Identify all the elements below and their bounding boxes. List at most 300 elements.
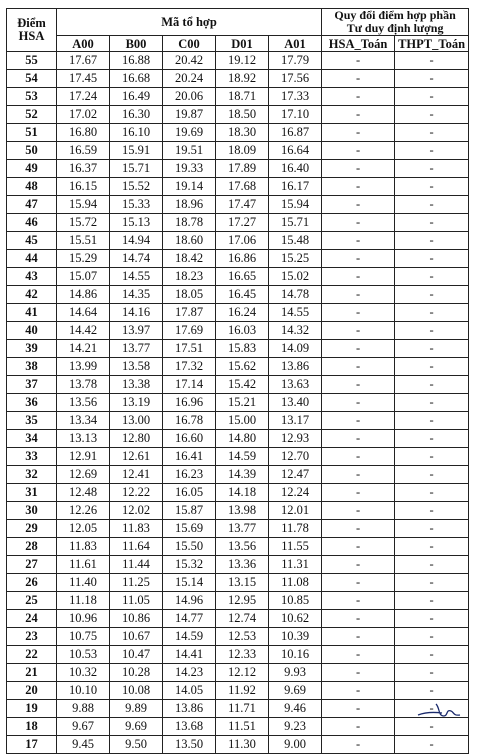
cell-thpt: - (395, 286, 469, 304)
cell-d01: 17.06 (216, 232, 269, 250)
cell-a01: 16.40 (269, 160, 322, 178)
col-b00-header: B00 (110, 36, 163, 52)
cell-b00: 12.02 (110, 502, 163, 520)
cell-b00: 12.61 (110, 448, 163, 466)
cell-d01: 16.65 (216, 268, 269, 286)
cell-hsa: - (322, 178, 395, 196)
cell-a00: 13.13 (57, 430, 110, 448)
cell-a01: 13.17 (269, 412, 322, 430)
cell-a00: 11.61 (57, 556, 110, 574)
cell-b00: 11.25 (110, 574, 163, 592)
cell-diem: 22 (7, 646, 57, 664)
table-row (7, 340, 469, 358)
cell-a01: 9.23 (269, 718, 322, 736)
cell-a01: 9.93 (269, 664, 322, 682)
diem-hsa-header: Điểm HSA (7, 9, 57, 52)
cell-c00: 15.87 (163, 502, 216, 520)
cell-a01: 15.48 (269, 232, 322, 250)
cell-a01: 11.78 (269, 520, 322, 538)
cell-b00: 10.47 (110, 646, 163, 664)
cell-a00: 12.91 (57, 448, 110, 466)
cell-d01: 15.62 (216, 358, 269, 376)
cell-diem: 35 (7, 412, 57, 430)
cell-diem: 52 (7, 106, 57, 124)
cell-c00: 14.77 (163, 610, 216, 628)
cell-b00: 9.89 (110, 700, 163, 718)
cell-diem: 41 (7, 304, 57, 322)
table-row (7, 628, 469, 646)
table-row (7, 466, 469, 484)
cell-a01: 16.17 (269, 178, 322, 196)
cell-thpt: - (395, 322, 469, 340)
cell-a01: 15.25 (269, 250, 322, 268)
cell-c00: 17.14 (163, 376, 216, 394)
col-a01-header: A01 (269, 36, 322, 52)
cell-thpt: - (395, 160, 469, 178)
cell-hsa: - (322, 736, 395, 754)
cell-a00: 13.56 (57, 394, 110, 412)
cell-d01: 14.39 (216, 466, 269, 484)
table-row (7, 646, 469, 664)
table-row (7, 106, 469, 124)
cell-hsa: - (322, 412, 395, 430)
cell-diem: 37 (7, 376, 57, 394)
cell-thpt: - (395, 88, 469, 106)
table-row (7, 304, 469, 322)
cell-c00: 18.05 (163, 286, 216, 304)
cell-diem: 32 (7, 466, 57, 484)
cell-thpt: - (395, 592, 469, 610)
cell-d01: 13.56 (216, 538, 269, 556)
cell-a00: 17.02 (57, 106, 110, 124)
cell-diem: 24 (7, 610, 57, 628)
cell-diem: 30 (7, 502, 57, 520)
cell-diem: 39 (7, 340, 57, 358)
table-body (7, 52, 469, 754)
cell-c00: 16.23 (163, 466, 216, 484)
cell-thpt: - (395, 340, 469, 358)
cell-d01: 18.50 (216, 106, 269, 124)
table-row (7, 682, 469, 700)
cell-thpt: - (395, 394, 469, 412)
cell-a00: 14.42 (57, 322, 110, 340)
cell-diem: 28 (7, 538, 57, 556)
cell-b00: 11.64 (110, 538, 163, 556)
table-row (7, 664, 469, 682)
cell-thpt: - (395, 142, 469, 160)
cell-hsa: - (322, 574, 395, 592)
cell-thpt: - (395, 520, 469, 538)
cell-c00: 18.42 (163, 250, 216, 268)
cell-b00: 13.58 (110, 358, 163, 376)
table-row (7, 556, 469, 574)
cell-hsa: - (322, 160, 395, 178)
cell-a01: 17.33 (269, 88, 322, 106)
cell-a01: 12.70 (269, 448, 322, 466)
cell-d01: 14.59 (216, 448, 269, 466)
cell-c00: 16.78 (163, 412, 216, 430)
cell-diem: 51 (7, 124, 57, 142)
cell-b00: 16.10 (110, 124, 163, 142)
cell-c00: 13.86 (163, 700, 216, 718)
cell-d01: 17.68 (216, 178, 269, 196)
cell-c00: 14.96 (163, 592, 216, 610)
cell-a01: 10.85 (269, 592, 322, 610)
cell-d01: 13.77 (216, 520, 269, 538)
cell-c00: 14.05 (163, 682, 216, 700)
cell-a01: 12.01 (269, 502, 322, 520)
cell-a01: 12.93 (269, 430, 322, 448)
cell-c00: 18.60 (163, 232, 216, 250)
cell-diem: 49 (7, 160, 57, 178)
cell-a00: 17.24 (57, 88, 110, 106)
cell-c00: 16.41 (163, 448, 216, 466)
cell-a01: 9.69 (269, 682, 322, 700)
cell-thpt: - (395, 106, 469, 124)
cell-diem: 44 (7, 250, 57, 268)
cell-c00: 14.41 (163, 646, 216, 664)
cell-hsa: - (322, 358, 395, 376)
cell-thpt: - (395, 682, 469, 700)
table-row (7, 268, 469, 286)
cell-c00: 15.14 (163, 574, 216, 592)
cell-a00: 9.45 (57, 736, 110, 754)
cell-d01: 11.30 (216, 736, 269, 754)
col-c00-header: C00 (163, 36, 216, 52)
cell-d01: 14.80 (216, 430, 269, 448)
cell-d01: 13.36 (216, 556, 269, 574)
table-row (7, 520, 469, 538)
cell-hsa: - (322, 304, 395, 322)
cell-a01: 17.79 (269, 52, 322, 70)
cell-diem: 46 (7, 214, 57, 232)
table-row (7, 412, 469, 430)
cell-b00: 15.13 (110, 214, 163, 232)
cell-a01: 14.32 (269, 322, 322, 340)
cell-c00: 19.51 (163, 142, 216, 160)
cell-diem: 43 (7, 268, 57, 286)
table-row (7, 160, 469, 178)
cell-diem: 18 (7, 718, 57, 736)
cell-b00: 13.00 (110, 412, 163, 430)
cell-a00: 11.40 (57, 574, 110, 592)
cell-thpt: - (395, 628, 469, 646)
cell-thpt: - (395, 736, 469, 754)
table-row (7, 232, 469, 250)
cell-a00: 12.48 (57, 484, 110, 502)
cell-a01: 15.94 (269, 196, 322, 214)
cell-b00: 10.08 (110, 682, 163, 700)
cell-thpt: - (395, 538, 469, 556)
cell-c00: 14.23 (163, 664, 216, 682)
cell-a00: 10.10 (57, 682, 110, 700)
quy-doi-header (322, 9, 469, 36)
cell-a00: 9.67 (57, 718, 110, 736)
cell-a01: 12.47 (269, 466, 322, 484)
cell-a00: 17.67 (57, 52, 110, 70)
cell-hsa: - (322, 340, 395, 358)
cell-thpt: - (395, 448, 469, 466)
table-row (7, 124, 469, 142)
cell-c00: 19.87 (163, 106, 216, 124)
cell-b00: 15.91 (110, 142, 163, 160)
cell-c00: 15.50 (163, 538, 216, 556)
cell-c00: 18.78 (163, 214, 216, 232)
cell-diem: 45 (7, 232, 57, 250)
cell-thpt: - (395, 196, 469, 214)
cell-d01: 11.92 (216, 682, 269, 700)
cell-d01: 13.98 (216, 502, 269, 520)
cell-diem: 40 (7, 322, 57, 340)
cell-thpt: - (395, 646, 469, 664)
cell-hsa: - (322, 376, 395, 394)
cell-c00: 16.05 (163, 484, 216, 502)
cell-a00: 15.29 (57, 250, 110, 268)
cell-b00: 14.74 (110, 250, 163, 268)
cell-a00: 16.37 (57, 160, 110, 178)
cell-diem: 42 (7, 286, 57, 304)
cell-thpt: - (395, 124, 469, 142)
cell-a00: 16.15 (57, 178, 110, 196)
cell-d01: 16.45 (216, 286, 269, 304)
cell-d01: 17.89 (216, 160, 269, 178)
table-row (7, 538, 469, 556)
cell-a00: 13.99 (57, 358, 110, 376)
cell-a00: 10.32 (57, 664, 110, 682)
cell-hsa: - (322, 448, 395, 466)
cell-a00: 13.78 (57, 376, 110, 394)
table-row (7, 286, 469, 304)
cell-b00: 13.77 (110, 340, 163, 358)
table-row (7, 376, 469, 394)
cell-a01: 13.63 (269, 376, 322, 394)
cell-a00: 11.83 (57, 538, 110, 556)
cell-b00: 12.41 (110, 466, 163, 484)
cell-diem: 34 (7, 430, 57, 448)
cell-a00: 17.45 (57, 70, 110, 88)
cell-c00: 19.14 (163, 178, 216, 196)
table-row (7, 430, 469, 448)
cell-d01: 16.24 (216, 304, 269, 322)
cell-hsa: - (322, 52, 395, 70)
cell-diem: 26 (7, 574, 57, 592)
cell-b00: 14.35 (110, 286, 163, 304)
cell-thpt: - (395, 304, 469, 322)
cell-c00: 15.32 (163, 556, 216, 574)
table-row (7, 88, 469, 106)
cell-d01: 12.12 (216, 664, 269, 682)
cell-a01: 13.86 (269, 358, 322, 376)
cell-hsa: - (322, 286, 395, 304)
cell-a00: 12.26 (57, 502, 110, 520)
cell-hsa: - (322, 430, 395, 448)
cell-b00: 10.86 (110, 610, 163, 628)
cell-diem: 47 (7, 196, 57, 214)
cell-diem: 55 (7, 52, 57, 70)
quy-doi-line1: Quy đổi điểm hợp phần (334, 8, 456, 22)
cell-hsa: - (322, 502, 395, 520)
table-row (7, 502, 469, 520)
cell-d01: 17.47 (216, 196, 269, 214)
cell-hsa: - (322, 142, 395, 160)
cell-a01: 11.55 (269, 538, 322, 556)
cell-thpt: - (395, 664, 469, 682)
cell-hsa: - (322, 646, 395, 664)
table-row (7, 142, 469, 160)
cell-a01: 13.40 (269, 394, 322, 412)
cell-hsa: - (322, 70, 395, 88)
cell-diem: 20 (7, 682, 57, 700)
cell-thpt: - (395, 556, 469, 574)
cell-thpt: - (395, 250, 469, 268)
table-row (7, 178, 469, 196)
cell-b00: 16.49 (110, 88, 163, 106)
cell-a01: 10.39 (269, 628, 322, 646)
cell-a00: 9.88 (57, 700, 110, 718)
cell-diem: 29 (7, 520, 57, 538)
cell-d01: 17.27 (216, 214, 269, 232)
cell-hsa: - (322, 628, 395, 646)
cell-b00: 14.94 (110, 232, 163, 250)
cell-a00: 12.69 (57, 466, 110, 484)
cell-thpt: - (395, 268, 469, 286)
cell-c00: 18.96 (163, 196, 216, 214)
cell-d01: 16.03 (216, 322, 269, 340)
table-row (7, 70, 469, 88)
table-row (7, 322, 469, 340)
cell-b00: 11.05 (110, 592, 163, 610)
cell-d01: 18.30 (216, 124, 269, 142)
cell-diem: 21 (7, 664, 57, 682)
cell-hsa: - (322, 214, 395, 232)
cell-a01: 17.56 (269, 70, 322, 88)
cell-a01: 11.31 (269, 556, 322, 574)
cell-hsa: - (322, 592, 395, 610)
cell-b00: 15.71 (110, 160, 163, 178)
cell-b00: 10.67 (110, 628, 163, 646)
cell-diem: 38 (7, 358, 57, 376)
cell-b00: 11.44 (110, 556, 163, 574)
cell-a01: 14.55 (269, 304, 322, 322)
cell-c00: 17.69 (163, 322, 216, 340)
cell-c00: 16.60 (163, 430, 216, 448)
table-row (7, 718, 469, 736)
cell-hsa: - (322, 124, 395, 142)
cell-a01: 14.09 (269, 340, 322, 358)
cell-hsa: - (322, 556, 395, 574)
cell-diem: 48 (7, 178, 57, 196)
cell-d01: 14.18 (216, 484, 269, 502)
cell-thpt: - (395, 484, 469, 502)
ma-to-hop-header: Mã tổ hợp (57, 9, 322, 36)
cell-d01: 15.00 (216, 412, 269, 430)
cell-d01: 18.92 (216, 70, 269, 88)
cell-b00: 13.97 (110, 322, 163, 340)
cell-d01: 15.83 (216, 340, 269, 358)
cell-a01: 11.08 (269, 574, 322, 592)
cell-c00: 13.68 (163, 718, 216, 736)
cell-a01: 16.64 (269, 142, 322, 160)
cell-b00: 12.22 (110, 484, 163, 502)
cell-hsa: - (322, 682, 395, 700)
cell-a00: 10.96 (57, 610, 110, 628)
cell-d01: 19.12 (216, 52, 269, 70)
cell-a01: 15.02 (269, 268, 322, 286)
cell-diem: 33 (7, 448, 57, 466)
cell-hsa: - (322, 106, 395, 124)
cell-thpt: - (395, 502, 469, 520)
quy-doi-line2: Tư duy định lượng (346, 21, 444, 35)
cell-d01: 11.51 (216, 718, 269, 736)
cell-thpt: - (395, 232, 469, 250)
table-row (7, 52, 469, 70)
cell-thpt: - (395, 610, 469, 628)
cell-c00: 14.59 (163, 628, 216, 646)
cell-diem: 19 (7, 700, 57, 718)
cell-a01: 12.24 (269, 484, 322, 502)
cell-a00: 16.80 (57, 124, 110, 142)
cell-d01: 18.71 (216, 88, 269, 106)
cell-a00: 15.94 (57, 196, 110, 214)
cell-diem: 17 (7, 736, 57, 754)
cell-a01: 16.87 (269, 124, 322, 142)
table-row (7, 358, 469, 376)
cell-d01: 16.86 (216, 250, 269, 268)
cell-hsa: - (322, 700, 395, 718)
cell-a00: 14.64 (57, 304, 110, 322)
cell-c00: 19.33 (163, 160, 216, 178)
cell-b00: 15.33 (110, 196, 163, 214)
table-row (7, 250, 469, 268)
cell-hsa: - (322, 322, 395, 340)
cell-a01: 10.16 (269, 646, 322, 664)
cell-thpt: - (395, 430, 469, 448)
table-row (7, 214, 469, 232)
cell-c00: 20.06 (163, 88, 216, 106)
cell-c00: 20.24 (163, 70, 216, 88)
table-row (7, 610, 469, 628)
cell-d01: 15.42 (216, 376, 269, 394)
cell-hsa: - (322, 466, 395, 484)
cell-a01: 15.71 (269, 214, 322, 232)
cell-diem: 54 (7, 70, 57, 88)
cell-b00: 13.38 (110, 376, 163, 394)
cell-c00: 17.32 (163, 358, 216, 376)
cell-b00: 13.19 (110, 394, 163, 412)
cell-a00: 14.21 (57, 340, 110, 358)
cell-hsa: - (322, 88, 395, 106)
cell-c00: 13.50 (163, 736, 216, 754)
table-row (7, 196, 469, 214)
cell-a00: 13.34 (57, 412, 110, 430)
conversion-table (6, 8, 469, 754)
cell-thpt: - (395, 466, 469, 484)
cell-diem: 23 (7, 628, 57, 646)
cell-thpt: - (395, 412, 469, 430)
cell-d01: 12.33 (216, 646, 269, 664)
cell-diem: 50 (7, 142, 57, 160)
cell-a00: 16.59 (57, 142, 110, 160)
cell-b00: 10.28 (110, 664, 163, 682)
header-row-1 (7, 9, 469, 36)
cell-a00: 14.86 (57, 286, 110, 304)
cell-a00: 10.53 (57, 646, 110, 664)
cell-hsa: - (322, 718, 395, 736)
cell-a01: 14.78 (269, 286, 322, 304)
cell-d01: 13.15 (216, 574, 269, 592)
cell-d01: 18.09 (216, 142, 269, 160)
col-hsa-toan-header: HSA_Toán (322, 36, 395, 52)
